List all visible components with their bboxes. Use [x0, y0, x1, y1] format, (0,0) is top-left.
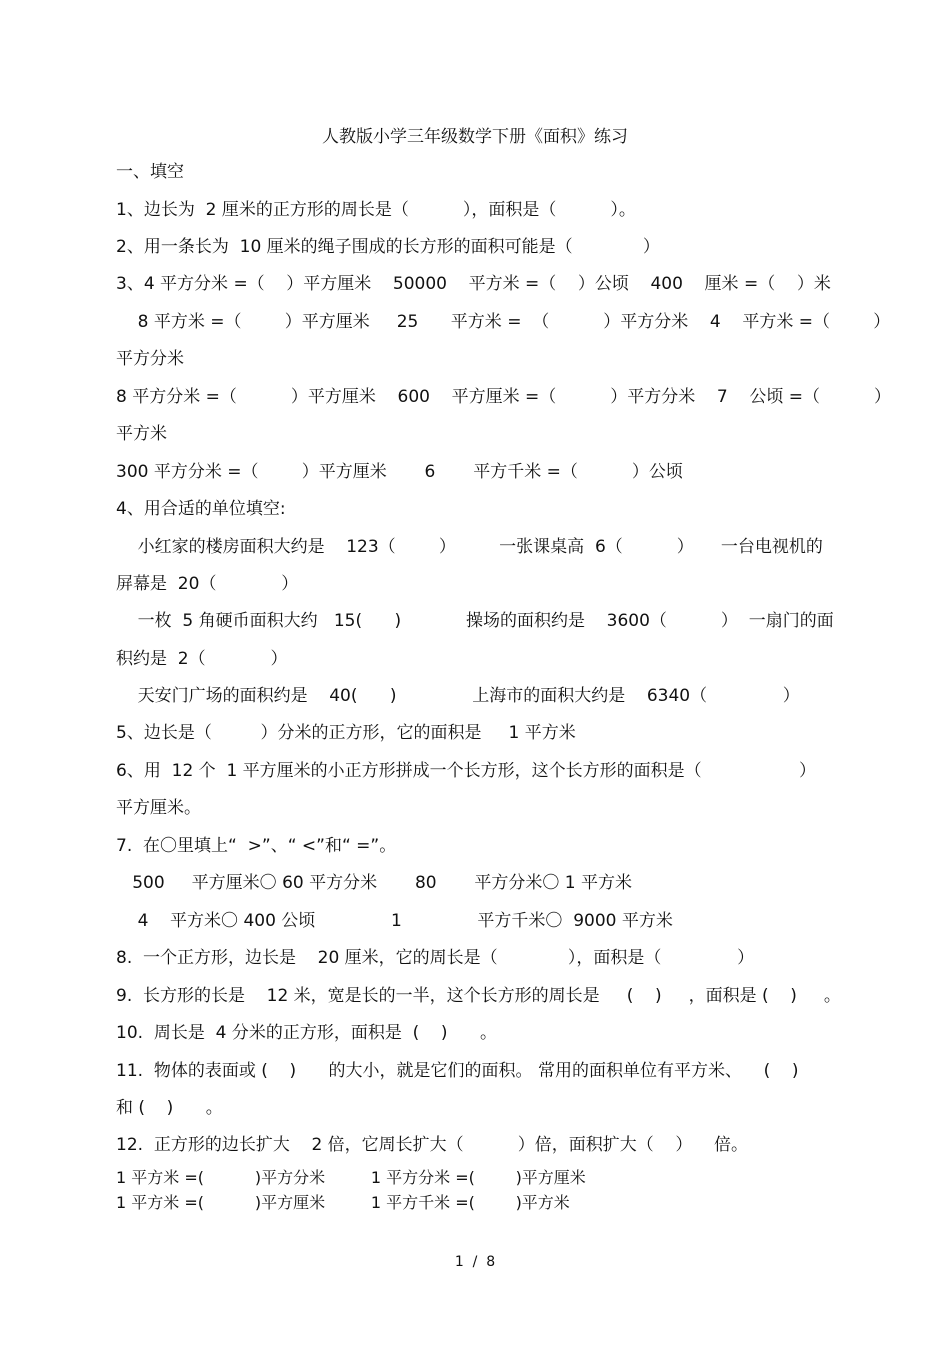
conversion-row-2: 1 平方米 =( )平方厘米 1 平方千米 =( )平方米 [116, 1193, 570, 1212]
question-3-row-1: 3、4 平方分米 =（ ）平方厘米 50000 平方米 =（ ）公顷 400 厘米 =（ ）米 [116, 274, 831, 294]
question-6-cont: 平方厘米。 [116, 798, 201, 818]
question-12: 12. 正方形的边长扩大 2 倍，它周长扩大（ ）倍，面积扩大（ ） 倍。 [116, 1135, 748, 1155]
question-3-row-2-cont: 平方分米 [116, 349, 184, 369]
question-4-row-3: 天安门广场的面积约是 40( ) 上海市的面积大约是 6340（ ） [116, 686, 800, 706]
question-4-row-2: 一枚 5 角硬币面积大约 15( ) 操场的面积约是 3600（ ） 一扇门的面 [116, 611, 834, 631]
question-9: 9. 长方形的长是 12 米，宽是长的一半，这个长方形的周长是 ( ) ，面积是 ( ) 。 [116, 986, 841, 1006]
question-3-row-3-cont: 平方米 [116, 424, 167, 444]
question-11-cont: 和 ( ) 。 [116, 1098, 223, 1118]
question-1: 1、边长为 2 厘米的正方形的周长是（ ），面积是（ ）。 [116, 200, 636, 220]
question-4-row-1-cont: 屏幕是 20（ ） [116, 574, 299, 594]
question-3-row-4: 300 平方分米 =（ ）平方厘米 6 平方千米 =（ ）公顷 [116, 462, 683, 482]
question-4-row-1: 小红家的楼房面积大约是 123（ ） 一张课桌高 6（ ） 一台电视机的 [116, 537, 823, 557]
question-4: 4、用合适的单位填空: [116, 499, 286, 519]
question-7-row-2: 4 平方米〇 400 公顷 1 平方千米〇 9000 平方米 [116, 911, 673, 931]
section-heading-fill-in: 一、填空 [116, 162, 184, 182]
page-number: 1 / 8 [454, 1254, 496, 1270]
question-3-row-3: 8 平方分米 =（ ）平方厘米 600 平方厘米 =（ ）平方分米 7 公顷 =（ ） [116, 387, 892, 407]
question-6: 6、用 12 个 1 平方厘米的小正方形拼成一个长方形，这个长方形的面积是（ ） [116, 761, 816, 781]
question-2: 2、用一条长为 10 厘米的绳子围成的长方形的面积可能是（ ） [116, 237, 660, 257]
question-8: 8. 一个正方形，边长是 20 厘米，它的周长是（ ），面积是（ ） [116, 948, 755, 968]
question-7-row-1: 500 平方厘米〇 60 平方分米 80 平方分米〇 1 平方米 [116, 873, 633, 893]
question-7: 7. 在〇里填上“ >”、“ <”和“ =”。 [116, 836, 397, 856]
question-11: 11. 物体的表面或 ( ) 的大小，就是它们的面积。 常用的面积单位有平方米、 ( ) [116, 1061, 799, 1081]
question-3-row-2: 8 平方米 =（ ）平方厘米 25 平方米 = （ ）平方分米 4 平方米 =（ ） [116, 312, 891, 332]
document-title: 人教版小学三年级数学下册《面积》练习 [322, 127, 628, 147]
question-10: 10. 周长是 4 分米的正方形，面积是 ( ) 。 [116, 1023, 497, 1043]
question-5: 5、边长是（ ）分米的正方形，它的面积是 1 平方米 [116, 723, 576, 743]
question-4-row-2-cont: 积约是 2（ ） [116, 649, 288, 669]
conversion-row-1: 1 平方米 =( )平方分米 1 平方分米 =( )平方厘米 [116, 1168, 586, 1187]
